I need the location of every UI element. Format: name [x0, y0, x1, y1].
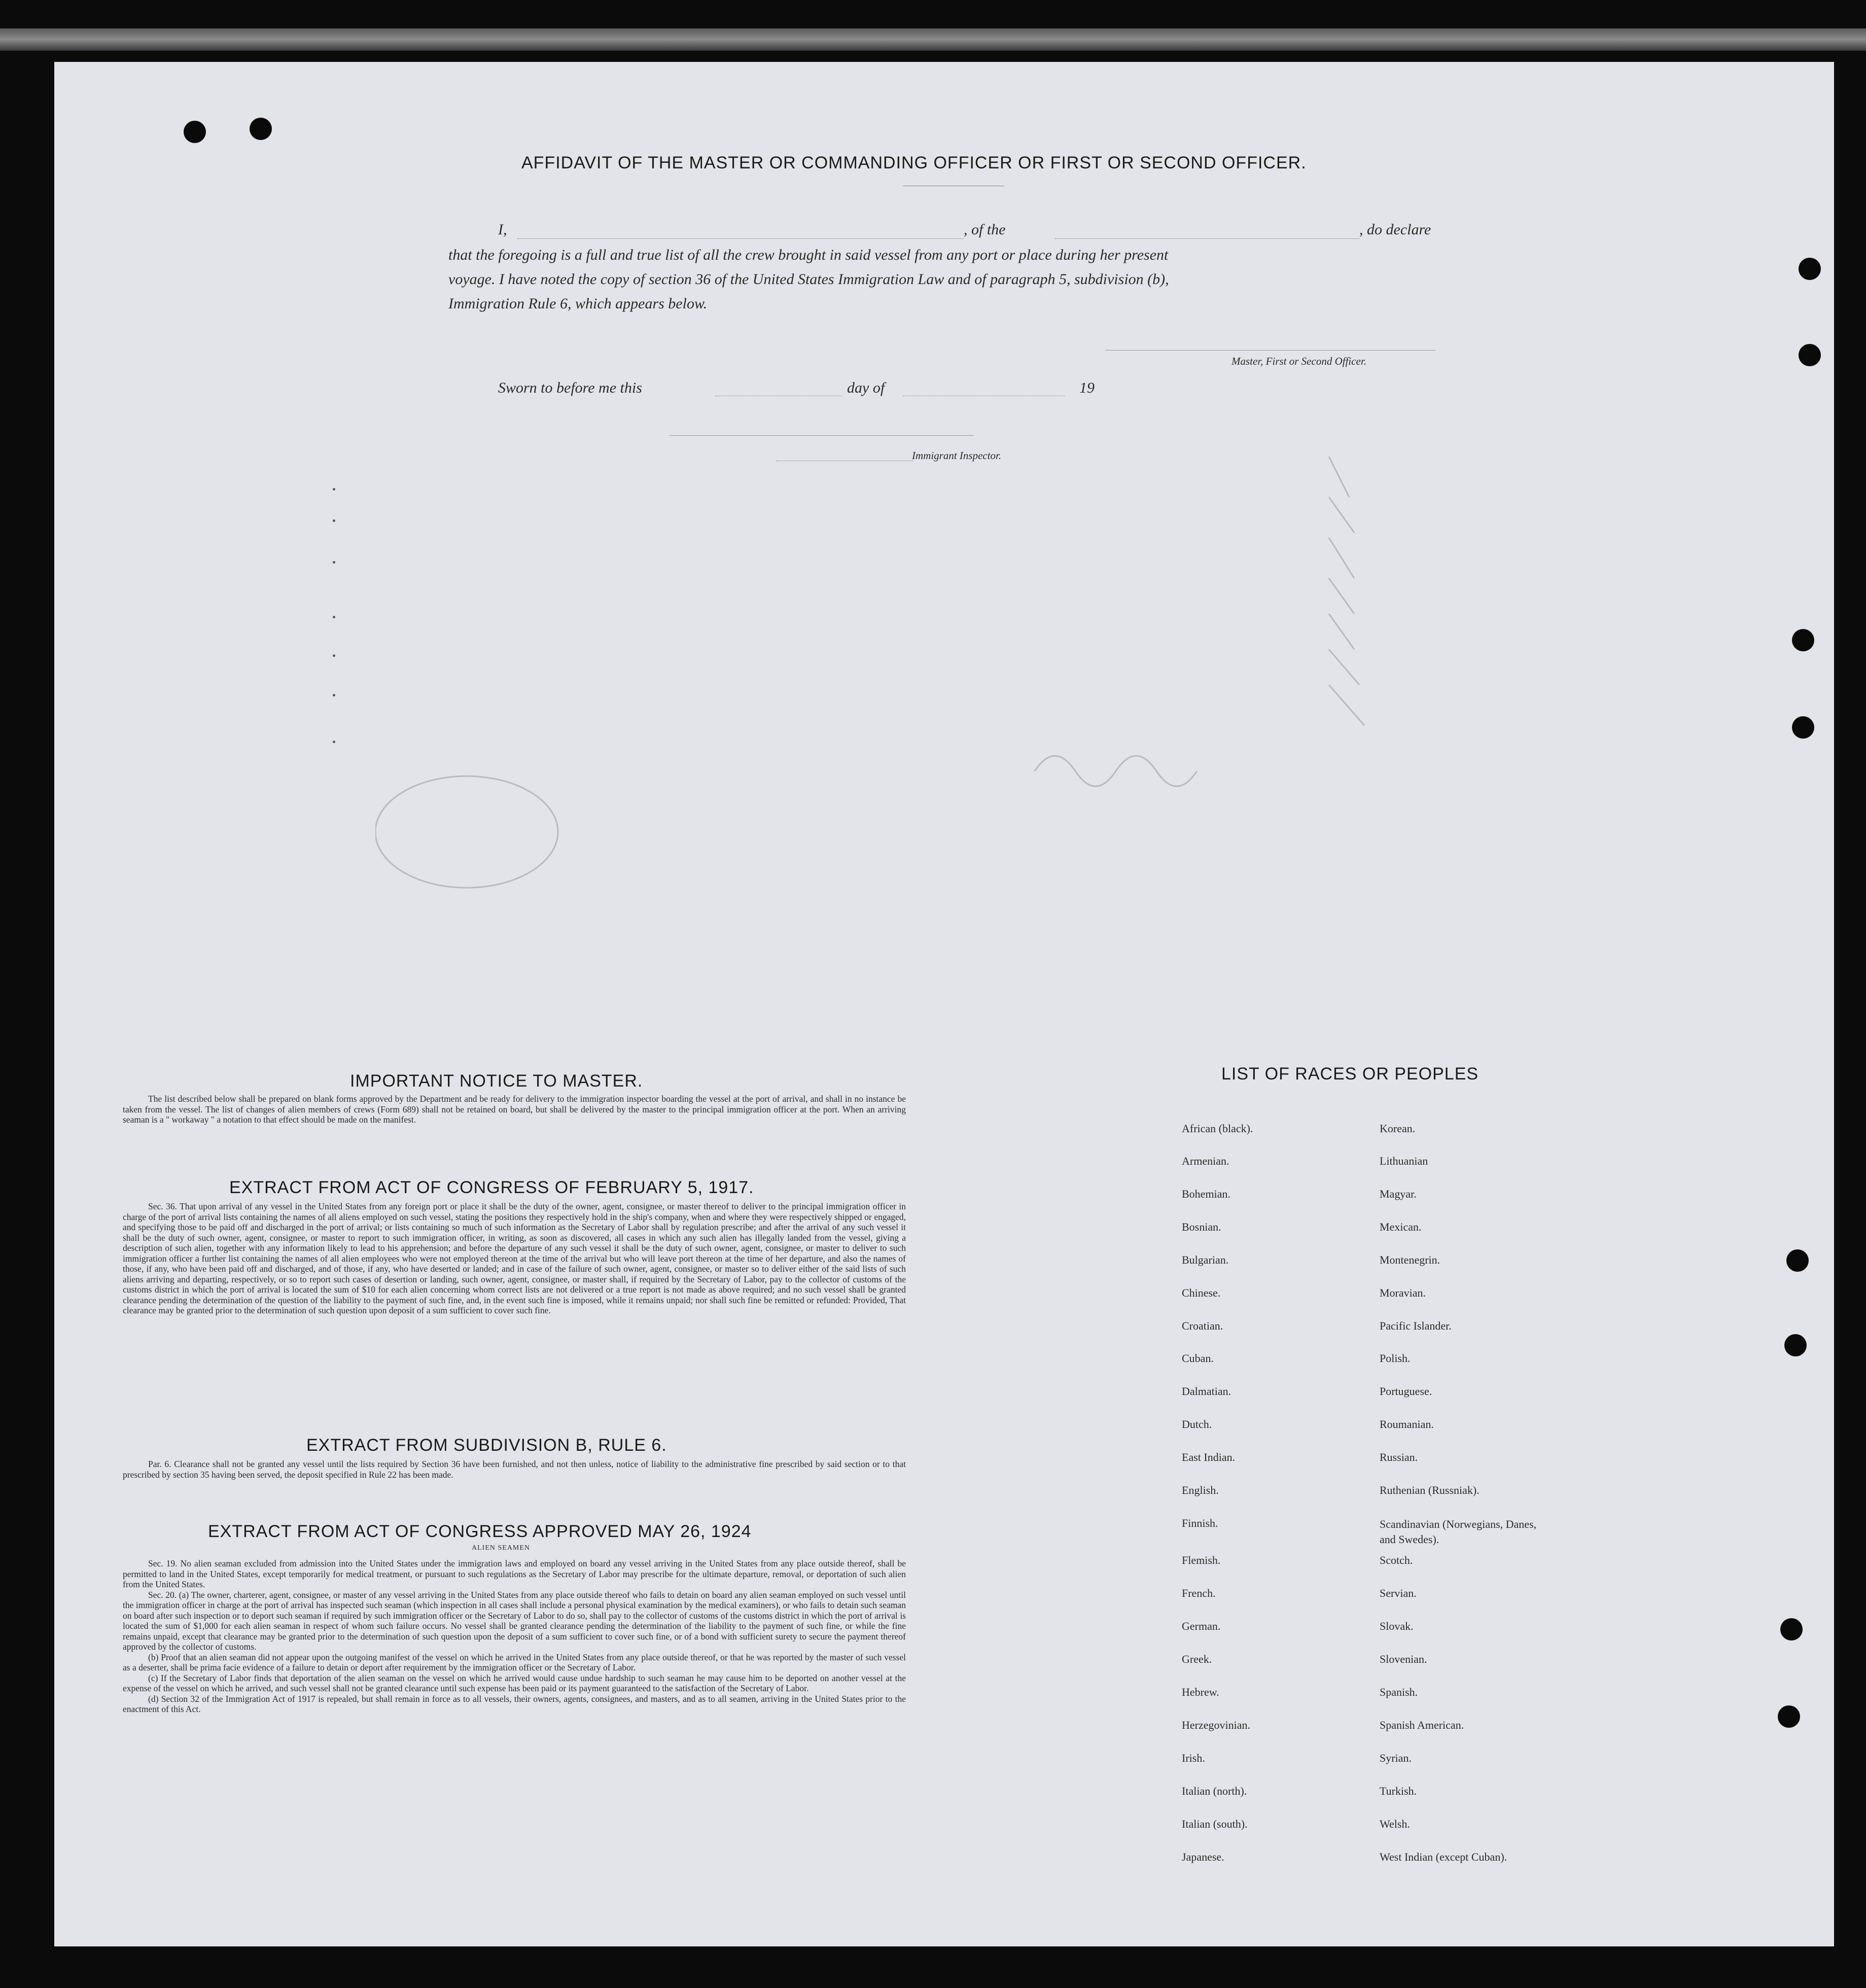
punch-hole	[1799, 344, 1821, 366]
extract-1917-title: EXTRACT FROM ACT OF CONGRESS OF FEBRUARY 5, 1917.	[229, 1178, 754, 1197]
scanner-edge-strip	[0, 28, 1866, 51]
race-item: Japanese.	[1182, 1851, 1224, 1863]
race-item: Mexican.	[1380, 1220, 1422, 1233]
race-item: Montenegrin.	[1380, 1253, 1440, 1266]
race-item: Syrian.	[1380, 1752, 1412, 1764]
race-item: Lithuanian	[1380, 1155, 1428, 1167]
race-item: Slovenian.	[1380, 1653, 1427, 1665]
affidavit-of-the: , of the	[964, 221, 1006, 238]
race-item: Croatian.	[1182, 1319, 1223, 1332]
race-item: Scandinavian (Norwegians, Danes, and Swedes).	[1380, 1518, 1537, 1546]
race-item: Cuban.	[1182, 1352, 1214, 1365]
race-item: Italian (south).	[1182, 1818, 1248, 1830]
affidavit-line4: Immigration Rule 6, which appears below.	[448, 295, 708, 312]
race-item: Scotch.	[1380, 1554, 1413, 1566]
race-item: Moravian.	[1380, 1286, 1426, 1299]
race-item: Welsh.	[1380, 1818, 1410, 1830]
races-title: LIST OF RACES OR PEOPLES	[1221, 1064, 1479, 1084]
faint-dot	[333, 616, 335, 618]
sec36-paragraph: Sec. 36. That upon arrival of any vessel in the United States from any foreign port or place it shall be the duty of the owner, agent, consignee, or master thereof to deliver to the principal immigration officer in charge of the port of arrival lists containing the names of all aliens employed on such vessel, stating the positions they respectively hold in the ship's company, when and where they were respectively shipped or engaged, and specifying those to be paid off and discharged in the port of arrival; or lists containing so much of such information as the Secretary of Labor shall by regulation prescribe; and after the arrival of any such vessel it shall be the duty of such owner, agent, consignee, or master to report to such immigration officer, in writing, as soon as discovered, all cases in which any such alien has illegally landed from the vessel, giving a description of such alien, together with any information likely to lead to his apprehension; and before the departure of any such vessel it shall be the duty of such owner, agent, consignee, or master to deliver to such immigration officer a further list containing the names of all alien employees who were not employed thereon at the time of the arrival but who will leave port thereon at the time of her departure, and also the names of those, if any, who have been paid off and discharged, and of those, if any, who have deserted or landed; and in case of the failure of such owner, agent, consignee, or master so to deliver either of the said lists of such aliens arriving and departing, respectively, or so to report such cases of desertion or landing, such owner, agent, consignee, or master shall, if required by the Secretary of Labor, pay to the collector of customs of the customs district in which the port of arrival is located the sum of $10 for each alien concerning whom correct lists are not delivered or a true report is not made as above required; and no such vessel shall be granted clearance pending the determination of the question of the liability to the payment of such fine, and, in the event such fine is imposed, while it remains unpaid; nor shall such fine be remitted or refunded: Provided, That clearance may be granted prior to the determination of such question upon deposit of a sum sufficient to cover such fine.	[123, 1201, 906, 1315]
vessel-blank[interactable]	[1055, 238, 1359, 239]
race-item: Finnish.	[1182, 1517, 1218, 1529]
sec19-paragraph: Sec. 19. No alien seaman excluded from admission into the United States under the immigration laws and employed on board any vessel arriving in the United States from any place outside thereof, shall be permitted to land in the United States, except temporarily for medical treatment, or pursuant to such regulations as the Secretary of Labor may prescribe for the ultimate departure, removal, or deportation of such alien from the United States.	[123, 1558, 906, 1589]
faint-dot	[333, 741, 335, 743]
sec20d-paragraph: (d) Section 32 of the Immigration Act of 1917 is repealed, but shall remain in force as to all vessels, their owners, agents, consignees, and masters, and as to all seamen, arriving in the United States prior to the enactment of this Act.	[123, 1693, 906, 1714]
race-item: Dutch.	[1182, 1418, 1212, 1431]
punch-hole	[1778, 1705, 1800, 1728]
race-item: German.	[1182, 1620, 1221, 1632]
race-item: Ruthenian (Russniak).	[1380, 1484, 1480, 1496]
race-item: Pacific Islander.	[1380, 1319, 1452, 1332]
race-item: Greek.	[1182, 1653, 1212, 1665]
race-item: Hebrew.	[1182, 1686, 1219, 1698]
punch-hole	[1792, 716, 1814, 739]
master-signature-line[interactable]	[1106, 350, 1435, 351]
race-item: West Indian (except Cuban).	[1380, 1851, 1507, 1863]
race-item: Slovak.	[1380, 1620, 1414, 1632]
faint-dot	[333, 488, 335, 491]
extract-rule6-title: EXTRACT FROM SUBDIVISION B, RULE 6.	[306, 1436, 667, 1455]
race-item: Flemish.	[1182, 1554, 1221, 1566]
sec20b-paragraph: (b) Proof that an alien seaman did not appear upon the outgoing manifest of the vessel on which he arrived in the United States from any place outside thereof, or that he was reported by the master of such vessel as a deserter, shall be prima facie evidence of a failure to detain or deport after requirement by the immigration officer or the Secretary of Labor.	[123, 1652, 906, 1672]
race-item: Turkish.	[1380, 1785, 1417, 1797]
race-item: Herzegovinian.	[1182, 1719, 1250, 1731]
race-item: Servian.	[1380, 1587, 1417, 1599]
notice-paragraph: The list described below shall be prepared on blank forms approved by the Department and be ready for delivery to the immigration inspector boarding the vessel at the port of arrival, and shall in no instance be taken from the vessel. The list of changes of alien members of crews (Form 689) shall not be retained on board, but shall be delivered by the master to the principal immigration officer at the port. When an arriving seaman is a " workaway " a notation to that effect should be made on the manifest.	[123, 1094, 906, 1125]
race-item: Magyar.	[1380, 1188, 1417, 1200]
extract-1917-text	[123, 1201, 906, 1316]
race-item: Bohemian.	[1182, 1188, 1230, 1200]
notice-text	[123, 1094, 906, 1125]
punch-hole	[1784, 1334, 1807, 1356]
master-label: Master, First or Second Officer.	[1231, 355, 1366, 367]
notice-title: IMPORTANT NOTICE TO MASTER.	[350, 1071, 643, 1091]
faint-dot	[333, 519, 335, 522]
alien-seamen-subtitle: ALIEN SEAMEN	[472, 1544, 531, 1552]
race-item: East Indian.	[1182, 1451, 1236, 1463]
sec20a-paragraph: Sec. 20. (a) The owner, charterer, agent, consignee, or master of any vessel arriving in the United States from any place outside thereof who fails to detain on board any alien seaman employed on such vessel until the immigration officer in charge at the port of arrival has inspected such seaman (which inspection in all cases shall include a personal physical examination by the medical examiners), or who fails to detain such seaman on board after such inspection or to deport such seaman if required by such immigration officer or the Secretary of Labor to do so, shall pay to the collector of customs of the customs district in which the port of arrival is located the sum of $1,000 for each alien seaman in respect of whom such failure occurs. No vessel shall be granted clearance pending the determination of the liability to the payment of such fine, or while the fine remains unpaid, except that clearance may be granted prior to the determination of such question upon the deposit of a sum sufficient to cover such fine, or of a bond with sufficient surety to secure the payment thereof approved by the collector of customs.	[123, 1589, 906, 1652]
race-item: Korean.	[1380, 1122, 1416, 1135]
race-item: Bulgarian.	[1182, 1253, 1229, 1266]
inspector-label: Immigrant Inspector.	[912, 449, 1002, 462]
race-item: Russian.	[1380, 1451, 1418, 1463]
race-item: Dalmatian.	[1182, 1385, 1231, 1398]
extract-1924-text	[123, 1558, 906, 1715]
race-item: Bosnian.	[1182, 1220, 1221, 1233]
punch-hole	[1786, 1249, 1809, 1272]
race-item: Roumanian.	[1380, 1418, 1434, 1431]
affidavit-declare: , do declare	[1359, 221, 1431, 238]
race-item: Polish.	[1380, 1352, 1411, 1365]
race-item: Spanish American.	[1380, 1719, 1464, 1731]
sec20c-paragraph: (c) If the Secretary of Labor finds that deportation of the alien seaman on the vessel on which he arrived would cause undue hardship to such seaman he may cause him to be deported on another vessel at the expense of the vessel on which he arrived, and such vessel shall not be granted clearance until such expense has been paid or its payment guaranteed to the satisfaction of the Secretary of Labor.	[123, 1672, 906, 1693]
faint-dot	[333, 561, 335, 564]
race-item: Italian (north).	[1182, 1785, 1247, 1797]
affidavit-i: I,	[498, 221, 507, 238]
par6-paragraph: Par. 6. Clearance shall not be granted any vessel until the lists required by Section 36 have been furnished, and not then unless, notice of liability to the administrative fine prescribed by said section or to that prescribed by section 35 having been served, the deposit specified in Rule 22 has been made.	[123, 1459, 906, 1480]
punch-hole	[1792, 629, 1814, 651]
race-item: Spanish.	[1380, 1686, 1418, 1698]
bleed-through-marks	[375, 446, 1390, 903]
race-item: English.	[1182, 1484, 1219, 1496]
race-item: Portuguese.	[1380, 1385, 1432, 1398]
inspector-rule	[670, 435, 974, 436]
race-item: French.	[1182, 1587, 1216, 1599]
sworn-text: Sworn to before me this	[498, 379, 642, 396]
extract-1924-title: EXTRACT FROM ACT OF CONGRESS APPROVED MAY 26, 1924	[208, 1522, 752, 1541]
punch-hole	[250, 118, 272, 140]
affidavit-line3: voyage. I have noted the copy of section 36 of the United States Immigration Law and of paragraph 5, subdivision (b),	[448, 271, 1169, 288]
day-of-text: day of	[847, 379, 885, 396]
race-item: African (black).	[1182, 1122, 1253, 1135]
extract-rule6-text	[123, 1459, 906, 1480]
faint-dot	[333, 694, 335, 696]
affidavit-title: AFFIDAVIT OF THE MASTER OR COMMANDING OFFICER OR FIRST OR SECOND OFFICER.	[521, 153, 1307, 172]
race-item: Chinese.	[1182, 1286, 1221, 1299]
faint-dot	[333, 654, 335, 657]
affidavit-line2: that the foregoing is a full and true list of all the crew brought in said vessel from any port or place during her present	[448, 247, 1169, 263]
name-blank[interactable]	[517, 238, 964, 239]
punch-hole	[1799, 258, 1821, 280]
race-item: Irish.	[1182, 1752, 1205, 1764]
year-prefix: 19	[1079, 379, 1095, 396]
punch-hole	[184, 121, 206, 143]
punch-hole	[1780, 1618, 1803, 1641]
race-item: Armenian.	[1182, 1155, 1229, 1167]
